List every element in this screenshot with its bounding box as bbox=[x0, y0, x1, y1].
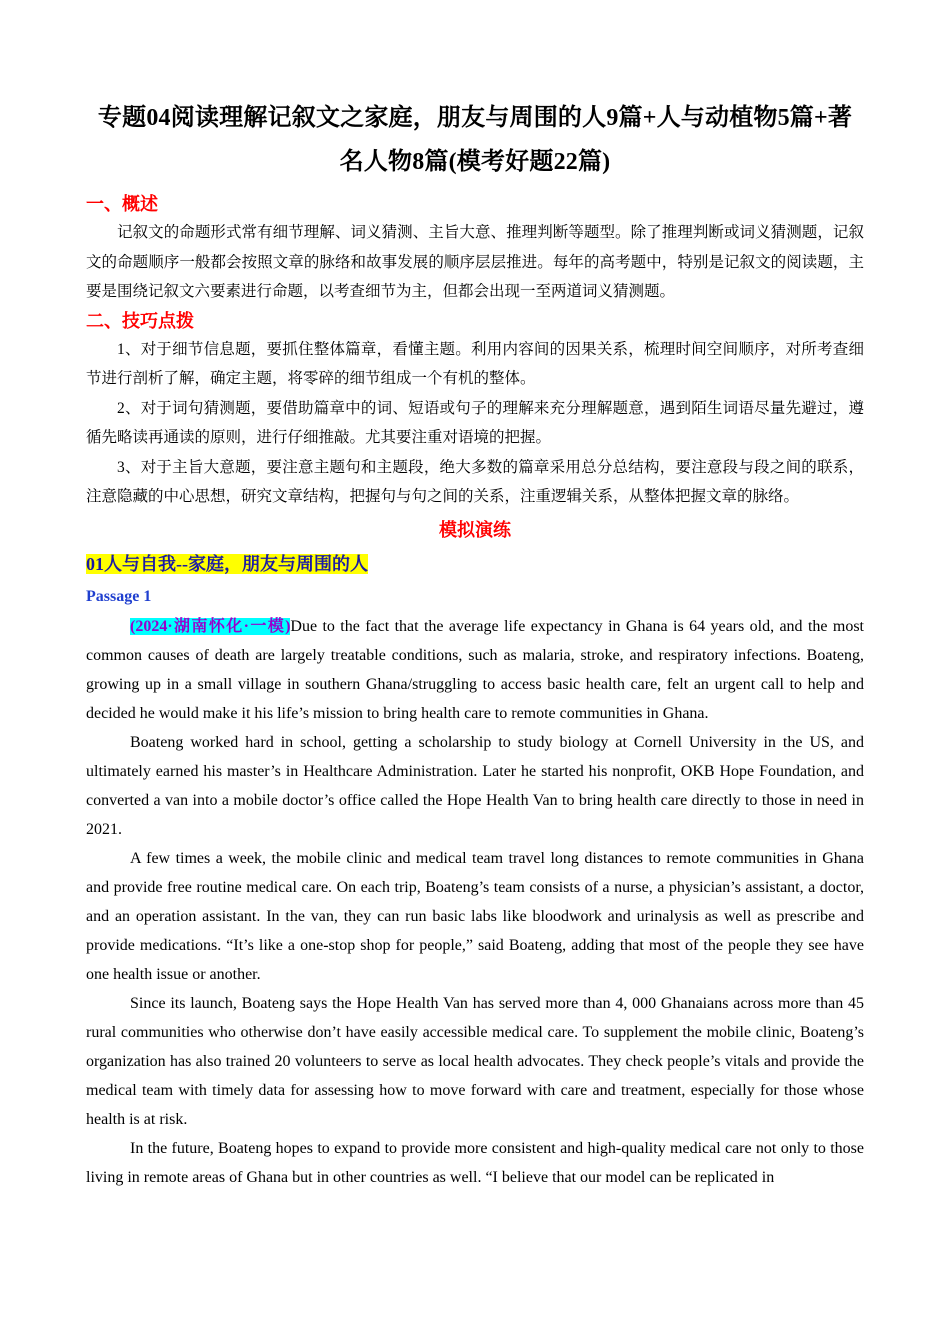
passage-paragraph-3: A few times a week, the mobile clinic and medical team travel long distances to remote communities in Ghana and provide free routine medical care. On each trip, Boateng’s team consists of a nurse, a physician’s assistant, a doctor, and an operation assistant. In the van, they can run basic labs like bloodwork and urinalysis as well as prescribe and provide medications. “It’s like a one-stop shop for people,” said Boateng, adding that most of the people they see have one health issue or another. bbox=[86, 849, 864, 983]
source-tag: (2024·湖南怀化·一模) bbox=[130, 617, 291, 635]
tips-heading: 二、技巧点拨 bbox=[86, 310, 194, 331]
passage-paragraph-5: In the future, Boateng hopes to expand to provide more consistent and high-quality medical care not only to those living in remote areas of Ghana but in other countries as well. “I believe that our model can be replicated in bbox=[86, 1139, 864, 1186]
practice-heading: 模拟演练 bbox=[439, 519, 511, 540]
unit-heading-text: 01人与自我--家庭，朋友与周围的人 bbox=[86, 553, 368, 574]
passage-label: Passage 1 bbox=[86, 587, 152, 605]
passage-paragraph-4: Since its launch, Boateng says the Hope Health Van has served more than 4, 000 Ghanaians across more than 45 rural communities who otherwise don’t have easily accessible medical care. To supplement the mobile clinic, Boateng’s organization has also trained 20 volunteers to serve as local health advocates. They check people’s vitals and provide the medical team with timely data for assessing how to move forward with care and treatment, especially for those whose health is at risk. bbox=[86, 994, 864, 1128]
passage-paragraph-2: Boateng worked hard in school, getting a scholarship to study biology at Cornell University in the US, and ultimately earned his master’s in Healthcare Administration. Later he started his nonprofit, OKB Hope Foundation, and converted a van into a mobile doctor’s office called the Hope Health Van to bring health care directly to those in need in 2021. bbox=[86, 733, 864, 838]
unit-heading bbox=[86, 548, 864, 580]
passage-paragraph-1-text: Due to the fact that the average life expectancy in Ghana is 64 years old, and the most common causes of death are largely treatable conditions, such as malaria, stroke, and respiratory infections. Boateng, growing up in a small village in southern Ghana/struggling to access basic health care, felt an urgent call to help and decided he would make it his life’s mission to bring health care to remote communities in Ghana. bbox=[86, 617, 864, 722]
tip-item-3: 3、对于主旨大意题，要注意主题句和主题段，绝大多数的篇章采用总分总结构，要注意段与段之间的联系，注意隐藏的中心思想，研究文章结构，把握句与句之间的关系，注重逻辑关系，从整体把握文章的脉络。 bbox=[86, 458, 864, 505]
document-title: 专题04阅读理解记叙文之家庭，朋友与周围的人9篇+人与动植物5篇+著名人物8篇(模考好题22篇) bbox=[97, 105, 853, 175]
overview-heading: 一、概述 bbox=[86, 194, 158, 214]
tip-item-2: 2、对于词句猜测题，要借助篇章中的词、短语或句子的理解来充分理解题意，遇到陌生词语尽量先避过，遵循先略读再通读的原则，进行仔细推敲。尤其要注重对语境的把握。 bbox=[86, 399, 864, 446]
overview-text: 记叙文的命题形式常有细节理解、词义猜测、主旨大意、推理判断等题型。除了推理判断或词义猜测题，记叙文的命题顺序一般都会按照文章的脉络和故事发展的顺序层层推进。每年的高考题中，特别是记叙文的阅读题，主要是围绕记叙文六要素进行命题，以考查细节为主，但都会出现一至两道词义猜测题。 bbox=[86, 224, 864, 300]
passage-paragraph-1 bbox=[86, 612, 864, 728]
document-page bbox=[86, 96, 864, 1192]
tip-item-1: 1、对于细节信息题，要抓住整体篇章，看懂主题。利用内容间的因果关系，梳理时间空间顺序，对所考查细节进行剖析了解，确定主题，将零碎的细节组成一个有机的整体。 bbox=[86, 340, 864, 387]
